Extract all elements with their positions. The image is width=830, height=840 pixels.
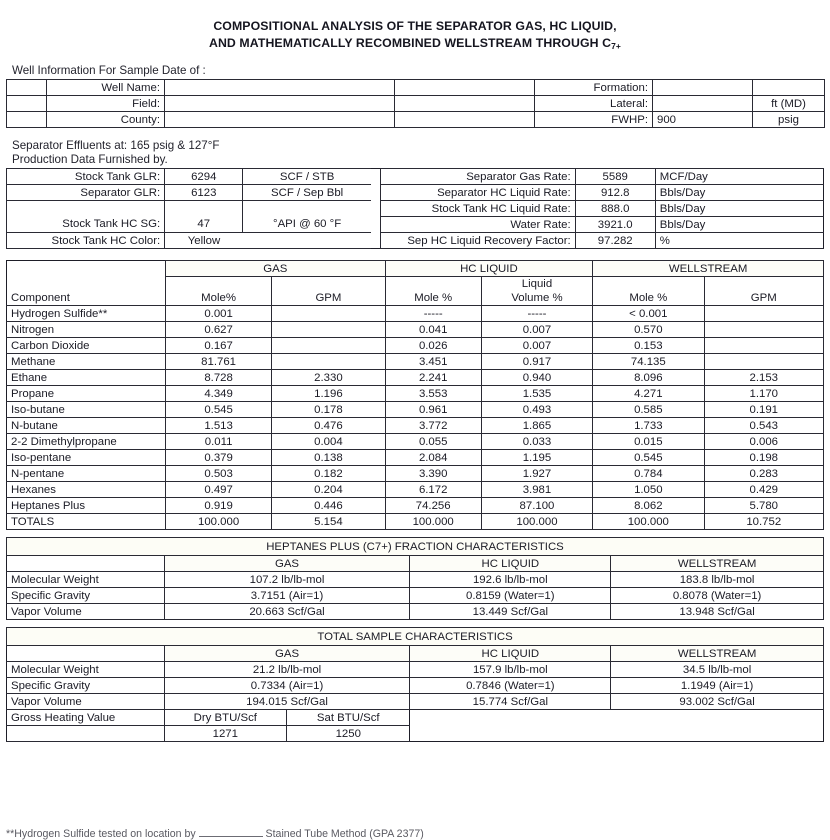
table-row <box>7 710 824 726</box>
component-name: Nitrogen <box>7 322 166 338</box>
cell-gas-gpm: 0.182 <box>272 466 385 482</box>
fwhp-value[interactable]: 900 <box>653 112 753 128</box>
total-vapor-volume-wellstream: 93.002 Scf/Gal <box>611 694 824 710</box>
cell-gas-mole: 0.497 <box>165 482 271 498</box>
stock-tank-hc-sg-unit: °API @ 60 °F <box>243 217 371 233</box>
table-row <box>7 185 824 201</box>
separator-gas-rate-label: Separator Gas Rate: <box>381 169 575 185</box>
total-sample-group-wellstream: WELLSTREAM <box>611 646 824 662</box>
table-row <box>7 434 824 450</box>
wellinfo-spacer-cell-2 <box>395 80 535 96</box>
well-information-section <box>0 64 830 128</box>
heptanes-plus-banner: HEPTANES PLUS (C7+) FRACTION CHARACTERISTICS <box>7 538 824 556</box>
cell-liquid-volume: 1.535 <box>481 386 592 402</box>
water-rate-unit: Bbls/Day <box>655 217 823 233</box>
fwhp-unit: psig <box>753 112 825 128</box>
cell-wellstream-mole: 0.015 <box>593 434 704 450</box>
wellinfo-spacer-cell <box>7 80 47 96</box>
separator-glr-value[interactable]: 6123 <box>165 185 243 201</box>
component-name: Ethane <box>7 370 166 386</box>
cell-liquid-volume: 1.865 <box>481 418 592 434</box>
cell-gas-mole: 8.728 <box>165 370 271 386</box>
footnote-pre: **Hydrogen Sulfide tested on location by <box>6 828 196 840</box>
wellinfo-spacer-cell-2 <box>395 112 535 128</box>
blank-value-cell <box>165 201 243 217</box>
cell-wellstream-mole: 0.570 <box>593 322 704 338</box>
cell-gas-mole: 4.349 <box>165 386 271 402</box>
cell-wellstream-mole: 1.733 <box>593 418 704 434</box>
cell-gas-gpm: 0.178 <box>272 402 385 418</box>
column-header-gas-mole: Mole% <box>165 277 271 306</box>
separator-gas-rate-value[interactable]: 5589 <box>575 169 655 185</box>
heptanes-molecular-weight-liquid: 192.6 lb/lb-mol <box>410 572 611 588</box>
totals-gas-mole: 100.000 <box>165 514 271 530</box>
stock-tank-hc-liquid-rate-unit: Bbls/Day <box>655 201 823 217</box>
totals-liquid-mole: 100.000 <box>385 514 481 530</box>
lateral-value[interactable] <box>653 96 753 112</box>
stock-tank-glr-label: Stock Tank GLR: <box>7 169 165 185</box>
formation-label: Formation: <box>535 80 653 96</box>
cell-wellstream-gpm: 5.780 <box>704 498 824 514</box>
table-row <box>7 306 824 322</box>
gross-heating-blank-label <box>7 726 165 742</box>
formation-value[interactable] <box>653 80 753 96</box>
well-name-value[interactable] <box>165 80 395 96</box>
total-vapor-volume-liquid: 15.774 Scf/Gal <box>410 694 611 710</box>
component-name: Heptanes Plus <box>7 498 166 514</box>
spacer <box>0 249 830 260</box>
cell-wellstream-mole: < 0.001 <box>593 306 704 322</box>
cell-wellstream-mole: 0.585 <box>593 402 704 418</box>
prod-table-gutter <box>371 201 381 217</box>
table-row <box>7 450 824 466</box>
cell-gas-gpm <box>272 306 385 322</box>
spacer <box>0 128 830 139</box>
component-name: N-butane <box>7 418 166 434</box>
heptanes-group-gas: GAS <box>164 556 410 572</box>
cell-wellstream-gpm: 0.006 <box>704 434 824 450</box>
cell-wellstream-gpm: 2.153 <box>704 370 824 386</box>
cell-liquid-volume: 0.007 <box>481 338 592 354</box>
heptanes-plus-section <box>0 537 830 620</box>
sep-hc-recovery-factor-value[interactable]: 97.282 <box>575 233 655 249</box>
stock-tank-hc-sg-value[interactable]: 47 <box>165 217 243 233</box>
cell-liquid-mole: 3.772 <box>385 418 481 434</box>
separator-hc-liquid-rate-unit: Bbls/Day <box>655 185 823 201</box>
prod-table-gutter <box>371 185 381 201</box>
table-header-groups <box>7 261 824 277</box>
cell-gas-gpm: 0.204 <box>272 482 385 498</box>
table-row <box>7 646 824 662</box>
cell-liquid-mole: 3.451 <box>385 354 481 370</box>
totals-row <box>7 514 824 530</box>
heating-empty-cell-4 <box>611 726 824 742</box>
cell-liquid-volume: ----- <box>481 306 592 322</box>
totals-wellstream-mole: 100.000 <box>593 514 704 530</box>
heptanes-specific-gravity-label: Specific Gravity <box>7 588 165 604</box>
total-sample-group-gas: GAS <box>164 646 410 662</box>
table-row <box>7 169 824 185</box>
heptanes-vapor-volume-gas: 20.663 Scf/Gal <box>164 604 410 620</box>
well-information-table <box>6 79 825 128</box>
totals-label: TOTALS <box>7 514 166 530</box>
total-sample-table <box>6 627 824 742</box>
total-specific-gravity-wellstream: 1.1949 (Air=1) <box>611 678 824 694</box>
table-row <box>7 338 824 354</box>
footnote-post: Stained Tube Method (GPA 2377) <box>265 828 424 840</box>
table-row <box>7 217 824 233</box>
total-molecular-weight-wellstream: 34.5 lb/lb-mol <box>611 662 824 678</box>
heating-empty-cell-3 <box>410 726 611 742</box>
table-header-columns <box>7 277 824 306</box>
heating-empty-cell-2 <box>611 710 824 726</box>
table-row <box>7 354 824 370</box>
component-name: Methane <box>7 354 166 370</box>
total-vapor-volume-label: Vapor Volume <box>7 694 165 710</box>
component-name: Propane <box>7 386 166 402</box>
well-name-label: Well Name: <box>47 80 165 96</box>
heptanes-vapor-volume-wellstream: 13.948 Scf/Gal <box>611 604 824 620</box>
cell-gas-gpm: 0.476 <box>272 418 385 434</box>
cell-wellstream-gpm: 0.429 <box>704 482 824 498</box>
cell-wellstream-mole: 74.135 <box>593 354 704 370</box>
cell-gas-mole: 0.627 <box>165 322 271 338</box>
cell-liquid-volume: 0.917 <box>481 354 592 370</box>
cell-gas-mole: 0.919 <box>165 498 271 514</box>
component-name: Iso-pentane <box>7 450 166 466</box>
table-row <box>7 678 824 694</box>
total-molecular-weight-gas: 21.2 lb/lb-mol <box>164 662 410 678</box>
cell-wellstream-gpm: 0.198 <box>704 450 824 466</box>
group-header-wellstream: WELLSTREAM <box>593 261 824 277</box>
spacer <box>0 53 830 64</box>
table-row <box>7 233 824 249</box>
liquid-volume-line1: Liquid <box>521 278 553 290</box>
totals-liquid-volume: 100.000 <box>481 514 592 530</box>
heptanes-molecular-weight-gas: 107.2 lb/lb-mol <box>164 572 410 588</box>
total-molecular-weight-label: Molecular Weight <box>7 662 165 678</box>
cell-wellstream-gpm: 1.170 <box>704 386 824 402</box>
total-specific-gravity-liquid: 0.7846 (Water=1) <box>410 678 611 694</box>
cell-gas-mole: 0.545 <box>165 402 271 418</box>
sep-hc-recovery-factor-label: Sep HC Liquid Recovery Factor: <box>381 233 575 249</box>
separator-glr-label: Separator GLR: <box>7 185 165 201</box>
table-row <box>7 370 824 386</box>
composition-table <box>6 260 824 530</box>
stock-tank-hc-liquid-rate-value[interactable]: 888.0 <box>575 201 655 217</box>
spacer <box>0 530 830 537</box>
composition-corner-cell <box>7 261 166 277</box>
totals-wellstream-gpm: 10.752 <box>704 514 824 530</box>
group-header-gas: GAS <box>165 261 385 277</box>
table-row <box>7 322 824 338</box>
cell-gas-gpm <box>272 338 385 354</box>
component-name: Hexanes <box>7 482 166 498</box>
heptanes-corner-cell <box>7 556 165 572</box>
gross-heating-dry-value: 1271 <box>164 726 286 742</box>
heptanes-plus-table <box>6 537 824 620</box>
table-row <box>7 466 824 482</box>
gross-heating-value-label: Gross Heating Value <box>7 710 165 726</box>
heptanes-specific-gravity-wellstream: 0.8078 (Water=1) <box>611 588 824 604</box>
cell-liquid-volume: 3.981 <box>481 482 592 498</box>
cell-liquid-volume: 87.100 <box>481 498 592 514</box>
cell-liquid-volume: 0.007 <box>481 322 592 338</box>
group-header-hc-liquid: HC LIQUID <box>385 261 593 277</box>
lateral-label: Lateral: <box>535 96 653 112</box>
title-line-2-text: AND MATHEMATICALLY RECOMBINED WELLSTREAM THROUGH C <box>208 36 612 50</box>
table-row <box>7 418 824 434</box>
table-row <box>7 482 824 498</box>
cell-liquid-mole: 3.390 <box>385 466 481 482</box>
footnote <box>6 828 424 840</box>
formation-unit <box>753 80 825 96</box>
component-name: 2-2 Dimethylpropane <box>7 434 166 450</box>
cell-gas-gpm: 0.446 <box>272 498 385 514</box>
sep-hc-recovery-factor-unit: % <box>655 233 823 249</box>
well-info-caption: Well Information For Sample Date of : <box>12 64 206 77</box>
table-row <box>7 112 825 128</box>
field-value[interactable] <box>165 96 395 112</box>
table-row <box>7 96 825 112</box>
production-data-table <box>6 168 824 249</box>
cell-liquid-mole: 2.084 <box>385 450 481 466</box>
table-row <box>7 201 824 217</box>
table-row <box>7 538 824 556</box>
blank-label-cell <box>7 201 165 217</box>
cell-wellstream-mole: 4.271 <box>593 386 704 402</box>
heptanes-vapor-volume-liquid: 13.449 Scf/Gal <box>410 604 611 620</box>
total-vapor-volume-gas: 194.015 Scf/Gal <box>164 694 410 710</box>
heptanes-molecular-weight-label: Molecular Weight <box>7 572 165 588</box>
table-row <box>7 498 824 514</box>
cell-wellstream-gpm <box>704 322 824 338</box>
total-sample-corner-cell <box>7 646 165 662</box>
heptanes-group-wellstream: WELLSTREAM <box>611 556 824 572</box>
table-row <box>7 628 824 646</box>
cell-liquid-mole: ----- <box>385 306 481 322</box>
heptanes-molecular-weight-wellstream: 183.8 lb/lb-mol <box>611 572 824 588</box>
cell-gas-gpm: 2.330 <box>272 370 385 386</box>
prod-table-gutter <box>371 233 381 249</box>
cell-gas-mole: 0.167 <box>165 338 271 354</box>
prod-table-gutter <box>371 169 381 185</box>
title-subscript: 7+ <box>611 41 622 51</box>
cell-gas-gpm: 0.004 <box>272 434 385 450</box>
field-label: Field: <box>47 96 165 112</box>
cell-wellstream-gpm: 0.191 <box>704 402 824 418</box>
cell-wellstream-mole: 8.096 <box>593 370 704 386</box>
gross-heating-dry-header: Dry BTU/Scf <box>164 710 286 726</box>
stock-tank-hc-sg-label: Stock Tank HC SG: <box>7 217 165 233</box>
wellinfo-spacer-cell-2 <box>395 96 535 112</box>
cell-liquid-volume: 0.940 <box>481 370 592 386</box>
cell-liquid-mole: 0.041 <box>385 322 481 338</box>
water-rate-value[interactable]: 3921.0 <box>575 217 655 233</box>
cell-wellstream-gpm <box>704 354 824 370</box>
stock-tank-hc-color-value[interactable]: Yellow <box>165 233 243 249</box>
cell-gas-mole: 81.761 <box>165 354 271 370</box>
column-header-liquid-mole: Mole % <box>385 277 481 306</box>
column-header-component: Component <box>7 277 166 306</box>
heating-empty-cell-1 <box>410 710 611 726</box>
stock-tank-hc-color-label: Stock Tank HC Color: <box>7 233 165 249</box>
cell-liquid-volume: 1.927 <box>481 466 592 482</box>
heptanes-specific-gravity-liquid: 0.8159 (Water=1) <box>410 588 611 604</box>
prod-table-gutter <box>371 217 381 233</box>
spacer <box>0 620 830 627</box>
total-molecular-weight-liquid: 157.9 lb/lb-mol <box>410 662 611 678</box>
cell-gas-mole: 1.513 <box>165 418 271 434</box>
cell-gas-gpm <box>272 354 385 370</box>
separator-hc-liquid-rate-value[interactable]: 912.8 <box>575 185 655 201</box>
production-data-caption: Production Data Furnished by. <box>12 153 168 166</box>
cell-gas-gpm: 0.138 <box>272 450 385 466</box>
cell-liquid-volume: 1.195 <box>481 450 592 466</box>
cell-gas-gpm <box>272 322 385 338</box>
separator-gas-rate-unit: MCF/Day <box>655 169 823 185</box>
cell-liquid-mole: 0.961 <box>385 402 481 418</box>
cell-liquid-mole: 6.172 <box>385 482 481 498</box>
separator-hc-liquid-rate-label: Separator HC Liquid Rate: <box>381 185 575 201</box>
cell-liquid-volume: 0.493 <box>481 402 592 418</box>
wellinfo-spacer-cell <box>7 112 47 128</box>
total-sample-section <box>0 627 830 742</box>
cell-wellstream-gpm: 0.543 <box>704 418 824 434</box>
column-header-gas-gpm: GPM <box>272 277 385 306</box>
cell-gas-mole: 0.503 <box>165 466 271 482</box>
cell-wellstream-mole: 0.153 <box>593 338 704 354</box>
water-rate-label: Water Rate: <box>381 217 575 233</box>
component-name: Carbon Dioxide <box>7 338 166 354</box>
cell-gas-mole: 0.001 <box>165 306 271 322</box>
column-header-wellstream-mole: Mole % <box>593 277 704 306</box>
stock-tank-glr-unit: SCF / STB <box>243 169 371 185</box>
table-row <box>7 572 824 588</box>
heptanes-specific-gravity-gas: 3.7151 (Air=1) <box>164 588 410 604</box>
cell-wellstream-mole: 0.784 <box>593 466 704 482</box>
gross-heating-sat-header: Sat BTU/Scf <box>287 710 410 726</box>
production-section <box>0 139 830 249</box>
stock-tank-hc-liquid-rate-label: Stock Tank HC Liquid Rate: <box>381 201 575 217</box>
table-row <box>7 662 824 678</box>
component-name: N-pentane <box>7 466 166 482</box>
lateral-unit: ft (MD) <box>753 96 825 112</box>
cell-liquid-mole: 74.256 <box>385 498 481 514</box>
column-header-wellstream-gpm: GPM <box>704 277 824 306</box>
cell-liquid-volume: 0.033 <box>481 434 592 450</box>
component-name: Iso-butane <box>7 402 166 418</box>
gross-heating-sat-value: 1250 <box>287 726 410 742</box>
cell-gas-gpm: 1.196 <box>272 386 385 402</box>
cell-wellstream-mole: 1.050 <box>593 482 704 498</box>
cell-liquid-mole: 2.241 <box>385 370 481 386</box>
footnote-blank-line <box>199 836 263 837</box>
composition-table-body <box>7 306 824 530</box>
table-row <box>7 386 824 402</box>
blank-unit-cell <box>243 201 371 217</box>
cell-wellstream-gpm: 0.283 <box>704 466 824 482</box>
cell-liquid-mole: 3.553 <box>385 386 481 402</box>
heptanes-group-hc-liquid: HC LIQUID <box>410 556 611 572</box>
total-sample-group-hc-liquid: HC LIQUID <box>410 646 611 662</box>
separator-effluents-caption: Separator Effluents at: 165 psig & 127°F <box>12 139 220 152</box>
total-sample-banner: TOTAL SAMPLE CHARACTERISTICS <box>7 628 824 646</box>
table-row <box>7 80 825 96</box>
total-specific-gravity-gas: 0.7334 (Air=1) <box>164 678 410 694</box>
stock-tank-glr-value[interactable]: 6294 <box>165 169 243 185</box>
cell-wellstream-mole: 0.545 <box>593 450 704 466</box>
component-name: Hydrogen Sulfide** <box>7 306 166 322</box>
heptanes-vapor-volume-label: Vapor Volume <box>7 604 165 620</box>
total-specific-gravity-label: Specific Gravity <box>7 678 165 694</box>
totals-gas-gpm: 5.154 <box>272 514 385 530</box>
table-row <box>7 604 824 620</box>
liquid-volume-line2: Volume % <box>511 292 563 304</box>
cell-gas-mole: 0.379 <box>165 450 271 466</box>
stock-tank-hc-color-unit <box>243 233 371 249</box>
column-header-liquid-volume <box>481 277 592 306</box>
county-label: County: <box>47 112 165 128</box>
cell-liquid-mole: 0.026 <box>385 338 481 354</box>
table-row <box>7 694 824 710</box>
wellinfo-spacer-cell <box>7 96 47 112</box>
county-value[interactable] <box>165 112 395 128</box>
page-title <box>0 0 830 53</box>
cell-wellstream-gpm <box>704 306 824 322</box>
table-row <box>7 556 824 572</box>
title-line-2 <box>0 35 830 53</box>
table-row <box>7 402 824 418</box>
table-row <box>7 588 824 604</box>
fwhp-label: FWHP: <box>535 112 653 128</box>
title-line-1: COMPOSITIONAL ANALYSIS OF THE SEPARATOR GAS, HC LIQUID, <box>213 19 617 33</box>
composition-section <box>0 260 830 530</box>
table-row <box>7 726 824 742</box>
cell-gas-mole: 0.011 <box>165 434 271 450</box>
cell-wellstream-gpm <box>704 338 824 354</box>
separator-glr-unit: SCF / Sep Bbl <box>243 185 371 201</box>
cell-wellstream-mole: 8.062 <box>593 498 704 514</box>
cell-liquid-mole: 0.055 <box>385 434 481 450</box>
